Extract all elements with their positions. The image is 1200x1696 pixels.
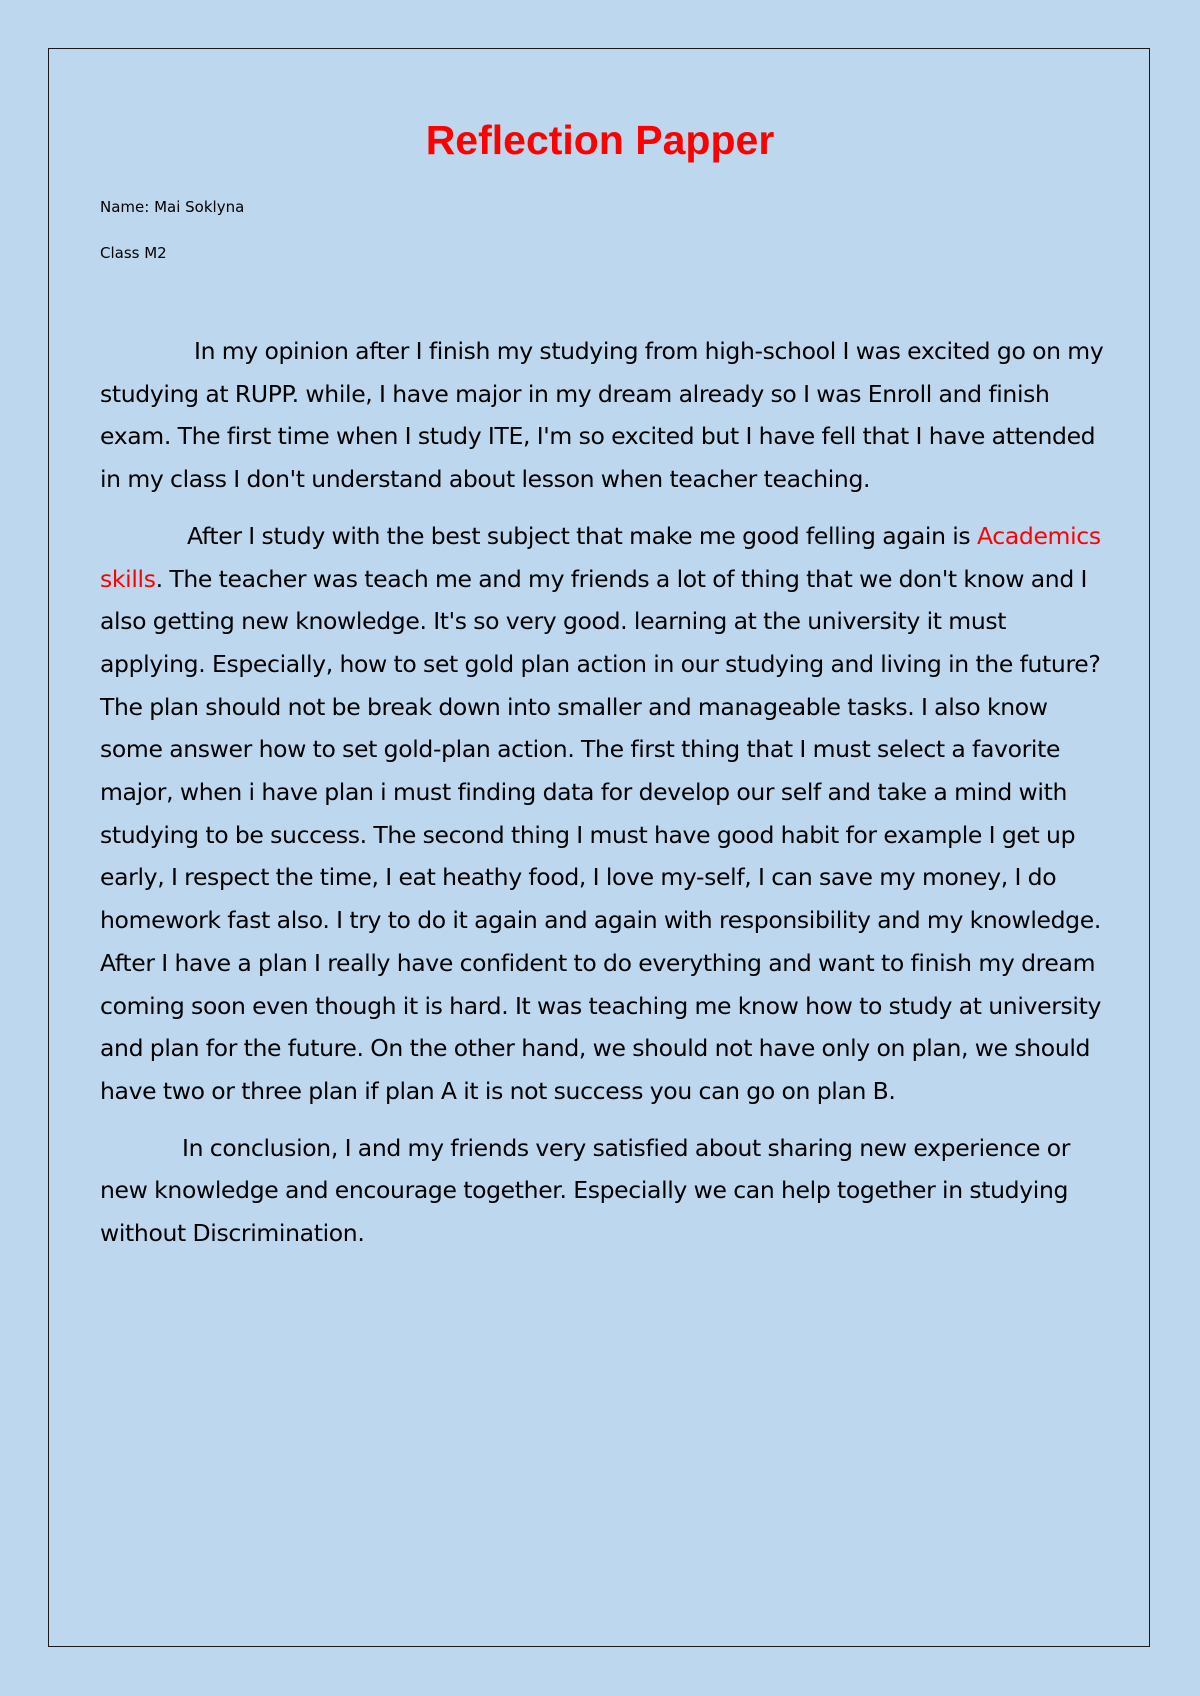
class-line: Class M2 [100, 244, 167, 262]
name-line: Name: Mai Soklyna [100, 198, 245, 216]
paragraph-2 [100, 515, 1110, 1113]
document-body [100, 330, 1110, 1269]
paragraph-3: In conclusion, I and my friends very satisfied about sharing new experience or new knowledge and encourage together. Especially we can help together in studying without Discrimination. [100, 1133, 1071, 1248]
highlighted-subject: Academics skills [100, 521, 1101, 593]
paragraph-2-lead: After I study with the best subject that make me good felling again is [187, 521, 977, 550]
paragraph-2-rest: . The teacher was teach me and my friends a lot of thing that we don't know and I also getting new knowledge. It's so very good. learning at the university it must applying. Especially, how to set gold plan action in our studying and living in the future? The plan should not be break down into smaller and manageable tasks. I also know some answer how to set gold-plan action. The first thing that I must select a favorite major, when i have plan i must finding data for develop our self and take a mind with studying to be success. The second thing I must have good habit for example I get up early, I respect the time, I eat heathy food, I love my-self, I can save my money, I do homework fast also. I try to do it again and again with responsibility and my knowledge. After I have a plan I really have confident to do everything and want to finish my dream coming soon even though it is hard. It was teaching me know how to study at university and plan for the future. On the other hand, we should not have only on plan, we should have two or three plan if plan A it is not success you can go on plan B. [100, 564, 1101, 1105]
paragraph-1: In my opinion after I finish my studying from high-school I was excited go on my studying at RUPP. while, I have major in my dream already so I was Enroll and finish exam. The first time when I study ITE, I'm so excited but I have fell that I have attended in my class I don't understand about lesson when teacher teaching. [100, 337, 1104, 494]
document-title: Reflection Papper [425, 117, 775, 163]
